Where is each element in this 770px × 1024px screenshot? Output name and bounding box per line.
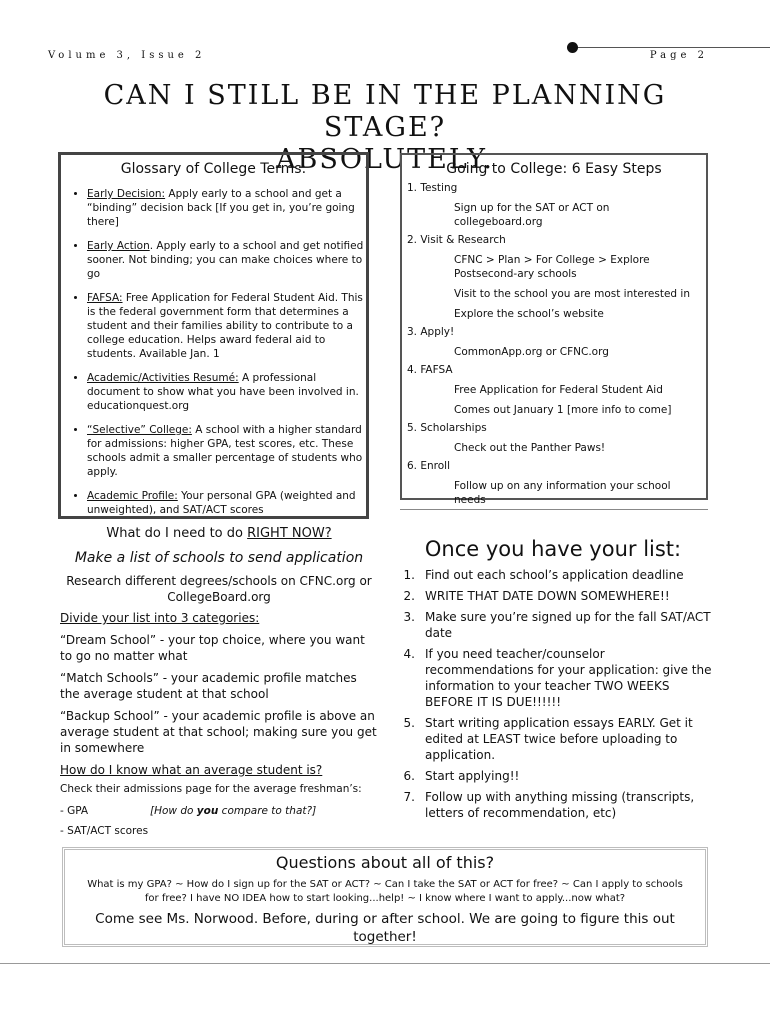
title-line-1: CAN I STILL BE IN THE PLANNING STAGE? (103, 80, 667, 143)
list-item (393, 567, 713, 583)
list-item-text: Start writing application essays EARLY. Get it edited at LEAST twice before uploading to application. (425, 716, 693, 762)
list-item-text: If you need teacher/counselor recommendations for your application: give the information to your teacher TWO WEEKS BEFORE IT IS DUE!!!!!! (425, 647, 712, 709)
footer-rule (0, 963, 770, 964)
volume-issue-label: Volume 3, Issue 2 (48, 50, 206, 61)
step-detail: Visit to the school you are most interested in (454, 288, 691, 300)
title-line-2: ABSOLUTELY. (275, 144, 495, 175)
list-item (393, 646, 713, 710)
list-item-number: 5. (403, 716, 415, 730)
glossary-definition: Apply early to a school and get a “binding” decision back [If you get in, you’re going there] (87, 188, 355, 228)
glossary-term: Academic Profile: (87, 490, 178, 502)
gpa-row (60, 804, 378, 818)
glossary-term: Early Decision: (87, 188, 166, 200)
list-item-number: 6. (403, 769, 415, 783)
step-detail: Sign up for the SAT or ACT on collegeboard.org (454, 202, 610, 228)
glossary-list (61, 187, 366, 517)
questions-cta: Come see Ms. Norwood. Before, during or after school. We are going to figure this out together! (95, 911, 675, 945)
divide-text: Divide your list into 3 categories: (60, 611, 260, 625)
right-now-subtitle: Make a list of schools to send application (74, 550, 364, 566)
how-text: How do I know what an average student is? (60, 763, 323, 777)
step-heading: 1. Testing (407, 182, 458, 194)
step-heading: 4. FAFSA (407, 364, 453, 376)
glossary-item (87, 489, 366, 517)
step-heading: 2. Visit & Research (407, 234, 506, 246)
check-text: Check their admissions page for the average freshman’s: (60, 783, 362, 795)
glossary-item (87, 239, 366, 281)
glossary-definition: . Apply early to a school and get notified sooner. Not binding; you can make choices where to go (87, 240, 364, 280)
glossary-item (87, 291, 366, 361)
list-section (393, 535, 713, 826)
steps-divider (400, 509, 708, 510)
right-now-title: What do I need to do RIGHT NOW? (106, 526, 332, 541)
step-detail: Comes out January 1 [more info to come] (454, 404, 672, 416)
glossary-title: Glossary of College Terms: (120, 161, 307, 177)
list-item (393, 768, 713, 784)
school-category (60, 632, 378, 664)
categories-list (60, 632, 378, 756)
category-description: - your academic profile matches the average student at that school (60, 671, 357, 701)
questions-body: What is my GPA? ~ How do I sign up for the SAT or ACT? ~ Can I take the SAT or ACT for free? ~ Can I apply to schools for free? I have NO IDEA how to start looking...help! ~ I know where I want to apply...now what? (87, 879, 683, 904)
list-item (393, 789, 713, 821)
step-detail: Free Application for Federal Student Aid (454, 384, 663, 396)
gpa-label: - GPA (60, 805, 89, 817)
category-name: “Match Schools” (60, 671, 159, 685)
glossary-item (87, 423, 366, 479)
category-description: - your academic profile is above an average student at that school; making sure you get in somewhere (60, 709, 377, 755)
list-item-text: Find out each school’s application deadline (425, 568, 684, 582)
list-item (393, 715, 713, 763)
glossary-term: Academic/Activities Resumé: (87, 372, 239, 384)
list-item-text: Start applying!! (425, 769, 520, 783)
glossary-term: Early Action (87, 240, 150, 252)
step-heading: 6. Enroll (407, 460, 450, 472)
category-name: “Dream School” (60, 633, 157, 647)
list-item-text: Make sure you’re signed up for the fall SAT/ACT date (425, 610, 711, 640)
list-item-number: 1. (403, 568, 415, 582)
list-item-number: 7. (403, 790, 415, 804)
steps-list (402, 181, 706, 507)
list-item-number: 3. (403, 610, 415, 624)
glossary-definition: Your personal GPA (weighted and unweighted), and SAT/ACT scores (87, 490, 356, 516)
list-item-text: WRITE THAT DATE DOWN SOMEWHERE!! (425, 589, 670, 603)
step-detail: CommonApp.org or CFNC.org (454, 346, 609, 358)
list-item-number: 4. (403, 647, 415, 661)
steps-box (400, 153, 708, 506)
header-rule (575, 47, 770, 48)
glossary-definition: A school with a higher standard for admissions: higher GPA, test scores, etc. These schools admit a smaller percentage of students who apply. (87, 424, 363, 478)
glossary-definition: Free Application for Federal Student Aid. This is the federal government form that determines a student and their families ability to contribute to a college education. Helps award federal aid to students. Available Jan. 1 (87, 292, 363, 360)
right-now-section (60, 525, 378, 838)
step-detail: Explore the school’s website (454, 308, 604, 320)
list-item (393, 588, 713, 604)
page-number-label: Page 2 (649, 50, 708, 61)
list-item-number: 2. (403, 589, 415, 603)
scores-label: - SAT/ACT scores (60, 825, 149, 837)
category-name: “Backup School” (60, 709, 160, 723)
list-item-text: Follow up with anything missing (transcripts, letters of recommendation, etc) (425, 790, 695, 820)
questions-title: Questions about all of this? (275, 853, 495, 872)
glossary-term: FAFSA: (87, 292, 123, 304)
glossary-item (87, 371, 366, 413)
glossary-term: “Selective” College: (87, 424, 192, 436)
list-items (393, 567, 713, 821)
list-title: Once you have your list: (424, 537, 682, 561)
questions-box (62, 847, 708, 947)
step-heading: 3. Apply! (407, 326, 455, 338)
list-item (393, 609, 713, 641)
step-detail: CFNC > Plan > For College > Explore Postsecond-ary schools (454, 254, 650, 280)
step-heading: 5. Scholarships (407, 422, 487, 434)
header-dot (567, 42, 578, 53)
category-description: - your top choice, where you want to go no matter what (60, 633, 365, 663)
school-category (60, 708, 378, 756)
compare-note: [How do you compare to that?] (150, 805, 317, 817)
glossary-item (87, 187, 366, 229)
steps-title: Going to College: 6 Easy Steps (446, 161, 662, 177)
step-detail: Follow up on any information your school needs (454, 480, 671, 506)
glossary-definition: A professional document to show what you have been involved in. educationquest.org (87, 372, 359, 412)
research-text: Research different degrees/schools on CFNC.org or CollegeBoard.org (66, 574, 372, 604)
glossary-box (58, 152, 369, 519)
step-detail: Check out the Panther Paws! (454, 442, 606, 454)
school-category (60, 670, 378, 702)
